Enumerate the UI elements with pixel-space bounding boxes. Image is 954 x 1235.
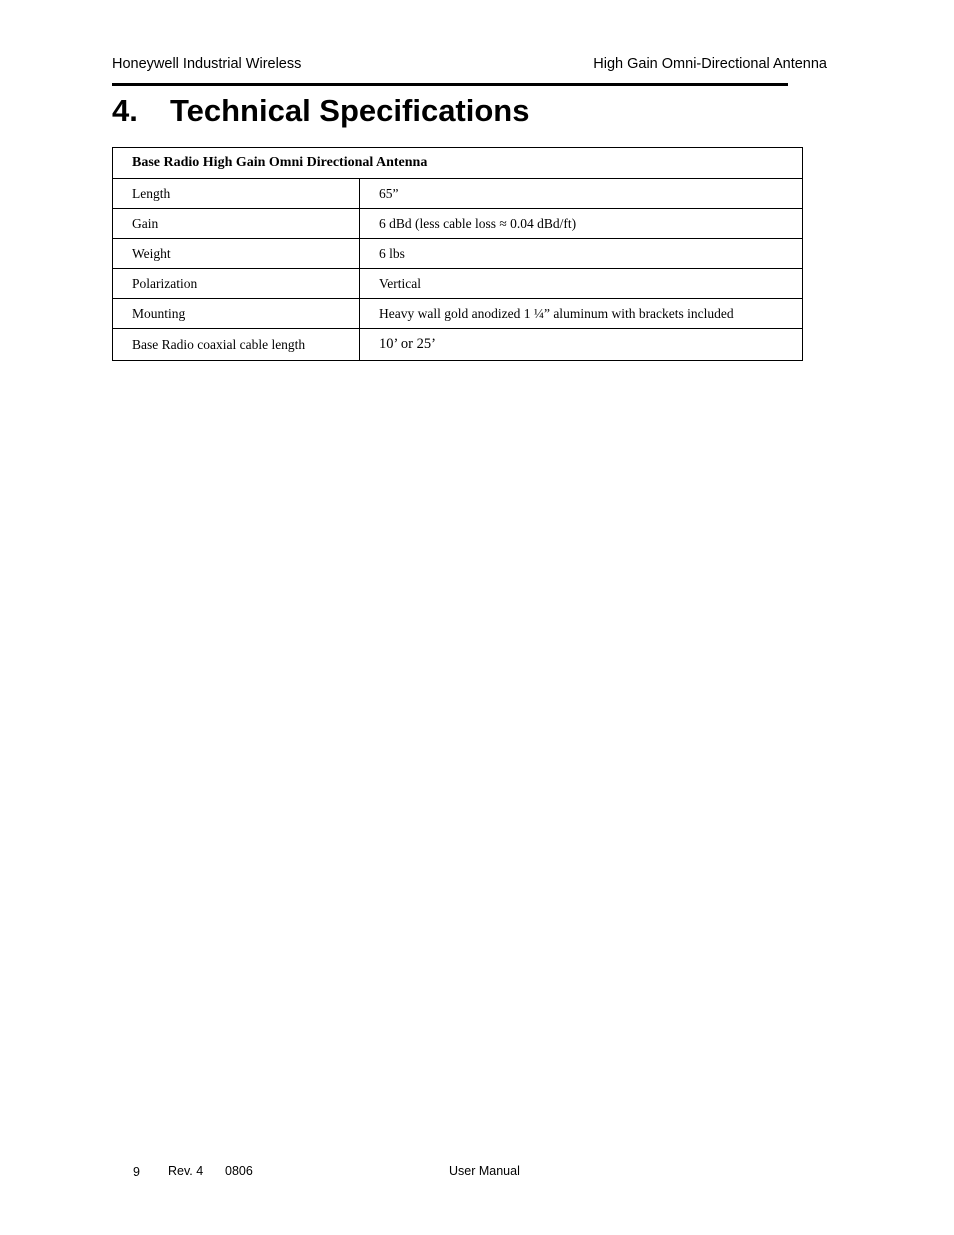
table-row bbox=[113, 179, 803, 209]
spec-label: Mounting bbox=[113, 299, 360, 329]
table-row bbox=[113, 269, 803, 299]
spec-value: 6 lbs bbox=[360, 239, 803, 269]
table-row bbox=[113, 329, 803, 361]
section-number: 4. bbox=[112, 93, 138, 128]
spec-value: 10’ or 25’ bbox=[360, 329, 803, 361]
spec-label: Polarization bbox=[113, 269, 360, 299]
running-header-right: High Gain Omni-Directional Antenna bbox=[593, 56, 827, 72]
spec-label: Weight bbox=[113, 239, 360, 269]
table-row bbox=[113, 239, 803, 269]
table-row bbox=[113, 209, 803, 239]
section-title: Technical Specifications bbox=[170, 93, 530, 128]
footer-date: 0806 bbox=[225, 1164, 253, 1178]
spec-value: 6 dBd (less cable loss ≈ 0.04 dBd/ft) bbox=[360, 209, 803, 239]
spec-table-header-row bbox=[113, 148, 803, 179]
spec-label: Gain bbox=[113, 209, 360, 239]
spec-value: 65” bbox=[360, 179, 803, 209]
spec-table-heading: Base Radio High Gain Omni Directional Antenna bbox=[113, 148, 803, 179]
section-heading bbox=[112, 93, 529, 129]
header-divider bbox=[112, 83, 788, 86]
footer-revision: Rev. 4 bbox=[168, 1164, 204, 1178]
spec-label: Length bbox=[113, 179, 360, 209]
spec-value: Vertical bbox=[360, 269, 803, 299]
footer-page-number: 9 bbox=[133, 1165, 140, 1179]
spec-table bbox=[112, 147, 803, 361]
running-header-left: Honeywell Industrial Wireless bbox=[112, 56, 302, 72]
table-row bbox=[113, 299, 803, 329]
spec-value: Heavy wall gold anodized 1 ¼” aluminum with brackets included bbox=[360, 299, 803, 329]
footer-doc-type: User Manual bbox=[449, 1164, 520, 1178]
spec-label: Base Radio coaxial cable length bbox=[113, 329, 360, 361]
